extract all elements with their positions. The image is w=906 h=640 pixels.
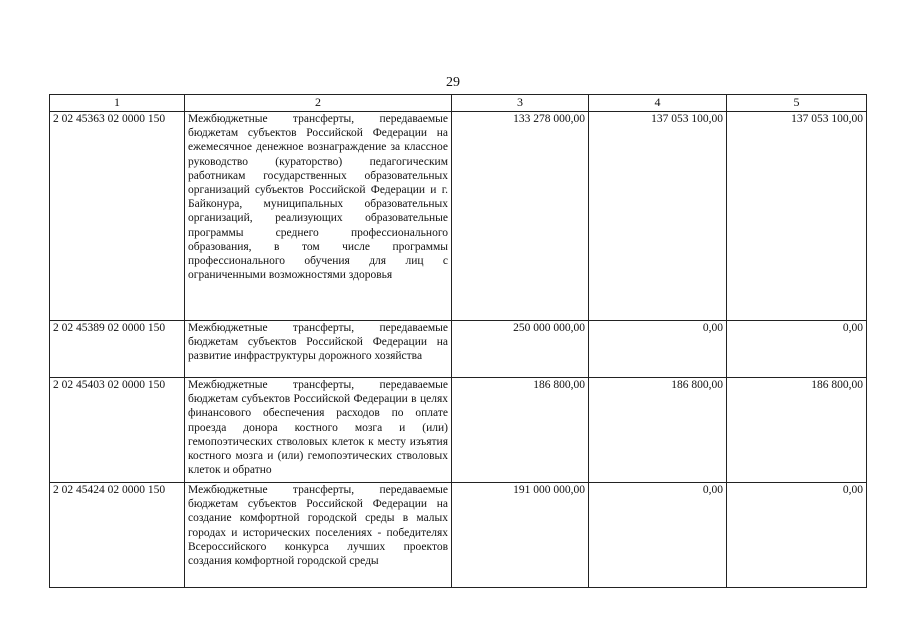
amount-col5: 0,00 <box>727 321 867 378</box>
table-row <box>50 378 867 483</box>
amount-col5: 0,00 <box>727 483 867 588</box>
table-row <box>50 483 867 588</box>
amount-col4: 0,00 <box>589 321 727 378</box>
budget-code: 2 02 45389 02 0000 150 <box>50 321 185 378</box>
amount-col3: 191 000 000,00 <box>452 483 589 588</box>
amount-col5: 137 053 100,00 <box>727 112 867 321</box>
amount-col4: 0,00 <box>589 483 727 588</box>
column-header-3: 3 <box>452 95 589 112</box>
column-header-1: 1 <box>50 95 185 112</box>
amount-col3: 186 800,00 <box>452 378 589 483</box>
amount-col4: 186 800,00 <box>589 378 727 483</box>
description: Межбюджетные трансферты, передаваемые бюджетам субъектов Российской Федерации на создание комфортной городской среды в малых городах и исторических поселениях - победителях Всероссийского конкурса лучших проектов создания комфортной городской среды <box>185 483 452 588</box>
description: Межбюджетные трансферты, передаваемые бюджетам субъектов Российской Федерации на развитие инфраструктуры дорожного хозяйства <box>185 321 452 378</box>
budget-code: 2 02 45363 02 0000 150 <box>50 112 185 321</box>
amount-col3: 133 278 000,00 <box>452 112 589 321</box>
amount-col4: 137 053 100,00 <box>589 112 727 321</box>
table-row <box>50 112 867 321</box>
amount-col5: 186 800,00 <box>727 378 867 483</box>
budget-code: 2 02 45424 02 0000 150 <box>50 483 185 588</box>
amount-col3: 250 000 000,00 <box>452 321 589 378</box>
column-header-4: 4 <box>589 95 727 112</box>
description: Межбюджетные трансферты, передаваемые бюджетам субъектов Российской Федерации в целях финансового обеспечения расходов по оплате проезда донора костного мозга и (или) гемопоэтических стволовых клеток к месту изъятия костного мозга и (или) гемопоэтических стволовых клеток и обратно <box>185 378 452 483</box>
table-row <box>50 321 867 378</box>
budget-code: 2 02 45403 02 0000 150 <box>50 378 185 483</box>
header-row <box>50 95 867 112</box>
budget-table <box>49 94 867 588</box>
column-header-2: 2 <box>185 95 452 112</box>
page-number: 29 <box>446 75 460 90</box>
column-header-5: 5 <box>727 95 867 112</box>
description: Межбюджетные трансферты, передаваемые бюджетам субъектов Российской Федерации на ежемесячное денежное вознаграждение за классное руководство (кураторство) педагогическим работникам государственных образовательных организаций субъектов Российской Федерации и г. Байконура, муниципальных образовательных организаций, реализующих образовательные программы среднего профессионального образования, в том числе программы профессионального обучения для лиц с ограниченными возможностями здоровья <box>185 112 452 321</box>
